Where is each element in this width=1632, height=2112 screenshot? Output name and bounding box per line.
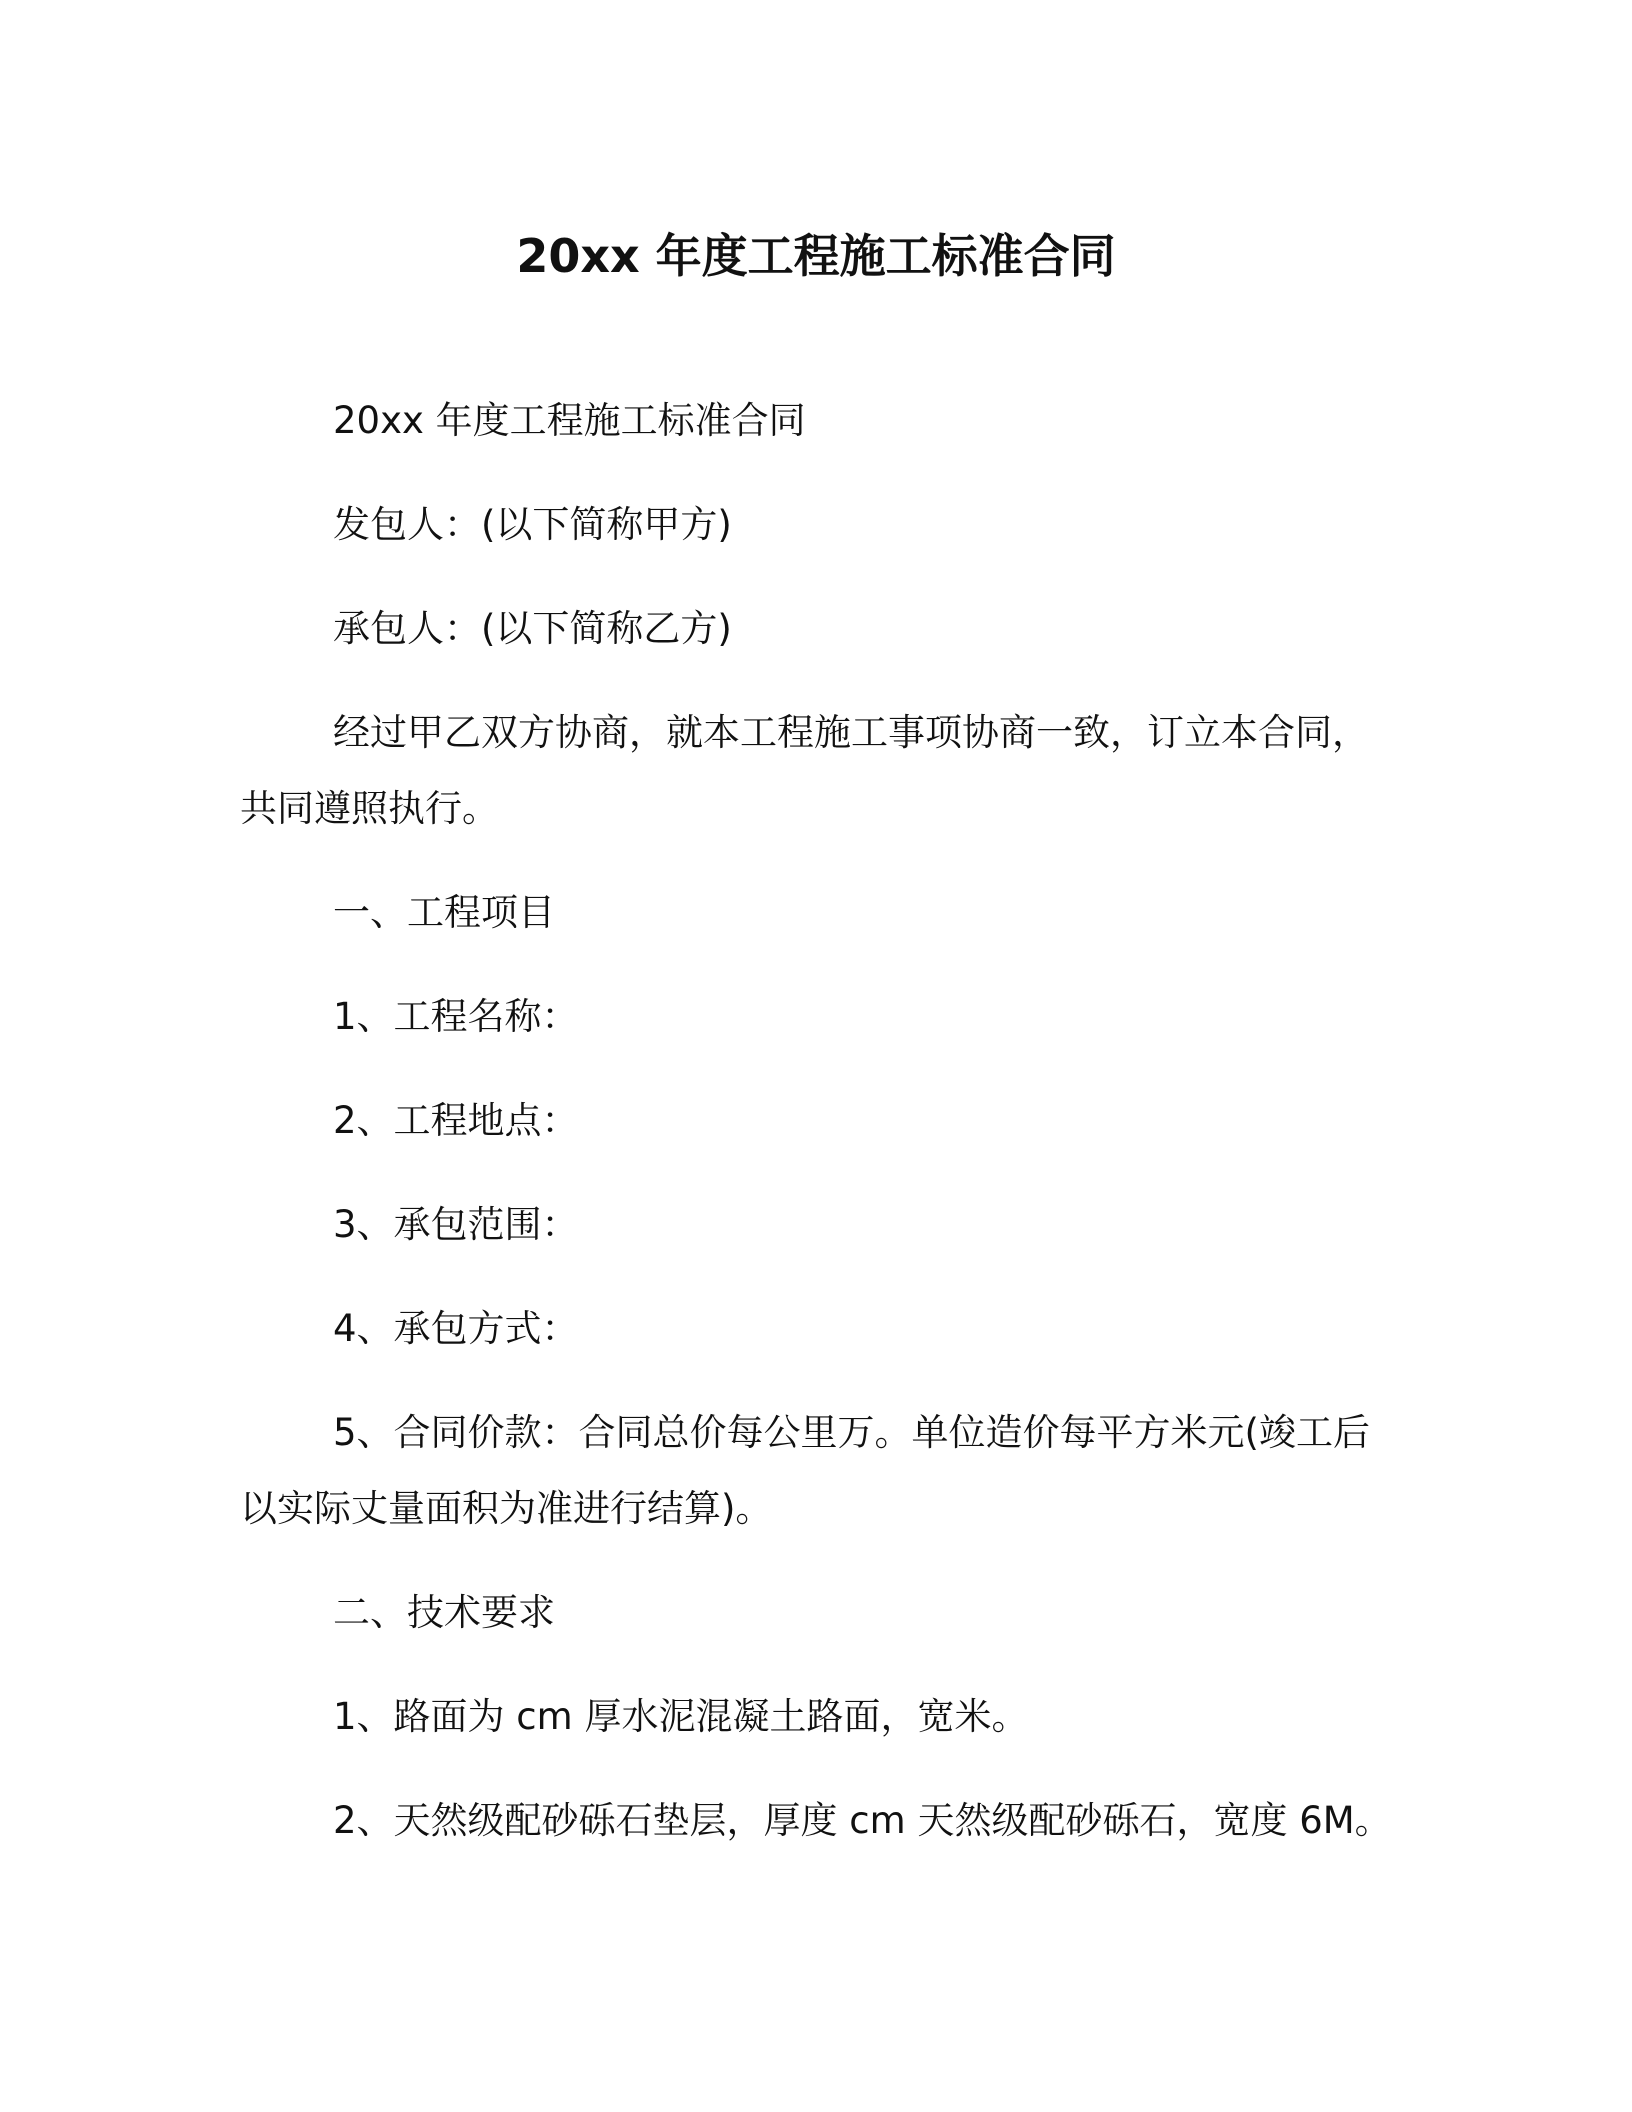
- employer-line: 发包人：(以下简称甲方): [333, 503, 732, 546]
- project-location-line: 2、工程地点：: [333, 1099, 579, 1142]
- section-heading-project: 一、工程项目: [333, 891, 555, 934]
- contractor-line: 承包人：(以下简称乙方): [333, 607, 732, 650]
- intro-paragraph-line-1: 经过甲乙双方协商，就本工程施工事项协商一致，订立本合同，: [333, 711, 1369, 754]
- contract-method-line: 4、承包方式：: [333, 1307, 579, 1350]
- section-heading-technical: 二、技术要求: [333, 1591, 555, 1634]
- road-surface-line: 1、路面为 cm 厚水泥混凝土路面，宽米。: [333, 1695, 1029, 1738]
- contract-scope-line: 3、承包范围：: [333, 1203, 579, 1246]
- subtitle-paragraph: 20xx 年度工程施工标准合同: [333, 399, 806, 442]
- project-name-line: 1、工程名称：: [333, 995, 579, 1038]
- gravel-layer-line: 2、天然级配砂砾石垫层，厚度 cm 天然级配砂砾石，宽度 6M。: [333, 1799, 1392, 1842]
- contract-price-line-2: 以实际丈量面积为准进行结算)。: [240, 1487, 773, 1530]
- document-title: 20xx 年度工程施工标准合同: [516, 229, 1116, 283]
- intro-paragraph-line-2: 共同遵照执行。: [240, 787, 499, 830]
- contract-price-line-1: 5、合同价款：合同总价每公里万。单位造价每平方米元(竣工后: [333, 1411, 1370, 1454]
